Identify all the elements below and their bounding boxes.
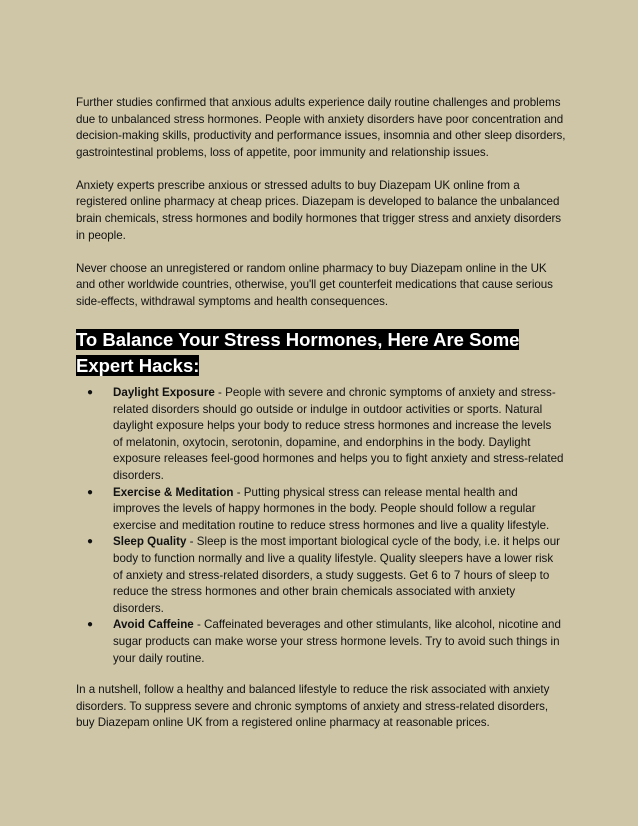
paragraph-anxiety-experts: Anxiety experts prescribe anxious or stressed adults to buy Diazepam UK online from a registered online pharmacy at cheap prices. Diazepam is developed to balance the unbalanced brain chemicals, stress hormones and bodily hormones that trigger stress and anxiety disorders in people. [76, 178, 562, 242]
section-heading-text: To Balance Your Stress Hormones, Here Are Some Expert Hacks: [76, 329, 520, 377]
list-item-title: Sleep Quality [113, 535, 187, 549]
list-item [87, 617, 566, 667]
bullet-icon: ● [87, 387, 94, 399]
list-item [87, 385, 566, 485]
document-page [76, 95, 566, 748]
list-item-title: Avoid Caffeine [113, 618, 194, 632]
list-item [87, 534, 566, 617]
hacks-list [76, 385, 566, 667]
bullet-icon: ● [87, 536, 94, 548]
paragraph-stress-hormones: Further studies confirmed that anxious adults experience daily routine challenges and problems due to unbalanced stress hormones. People with anxiety disorders have poor concentration and decision-making skills, productivity and performance issues, insomnia and other sleep disorders, gastrointestinal problems, loss of appetite, poor immunity and relationship issues. [76, 96, 566, 159]
list-item-text: - Sleep is the most important biological cycle of the body, i.e. it helps our body to function normally and live a quality lifestyle. Quality sleepers have a lower risk of anxiety and stress-related disorders, a study suggests. Get 6 to 7 hours of sleep to reduce the stress hormones and other brain chemicals associated with anxiety disorders. [113, 535, 561, 615]
section-heading [76, 327, 566, 379]
list-item [87, 485, 566, 535]
paragraph-conclusion: In a nutshell, follow a healthy and balanced lifestyle to reduce the risk associated with anxiety disorders. To suppress severe and chronic symptoms of anxiety and stress-related disorders, buy Diazepam online UK from a registered online pharmacy at reasonable prices. [76, 683, 550, 730]
bullet-icon: ● [87, 486, 94, 498]
list-item-text: - People with severe and chronic symptoms of anxiety and stress-related disorders should go outside or indulge in outdoor activities or sports. Natural daylight exposure helps your body to reduce stress hormones and increase the levels of melatonin, oxytocin, serotonin, dopamine, and endorphins in the body. Daylight exposure releases feel-good hormones and helps you to fight anxiety and stress-related disorders. [113, 386, 564, 482]
paragraph-pharmacy-warning: Never choose an unregistered or random online pharmacy to buy Diazepam online in the UK and other worldwide countries, otherwise, you'll get counterfeit medications that cause serious side-effects, withdrawal symptoms and health consequences. [76, 261, 553, 308]
list-item-text: - Caffeinated beverages and other stimulants, like alcohol, nicotine and sugar products can make worse your stress hormone levels. Try to avoid such things in your daily routine. [113, 618, 561, 665]
list-item-title: Exercise & Meditation [113, 485, 234, 499]
list-item-text: - Putting physical stress can release mental health and improves the levels of happy hormones in the body. People should follow a regular exercise and meditation routine to reduce stress hormones and live a quality lifestyle. [113, 485, 550, 532]
list-item-title: Daylight Exposure [113, 386, 215, 400]
bullet-icon: ● [87, 619, 94, 631]
